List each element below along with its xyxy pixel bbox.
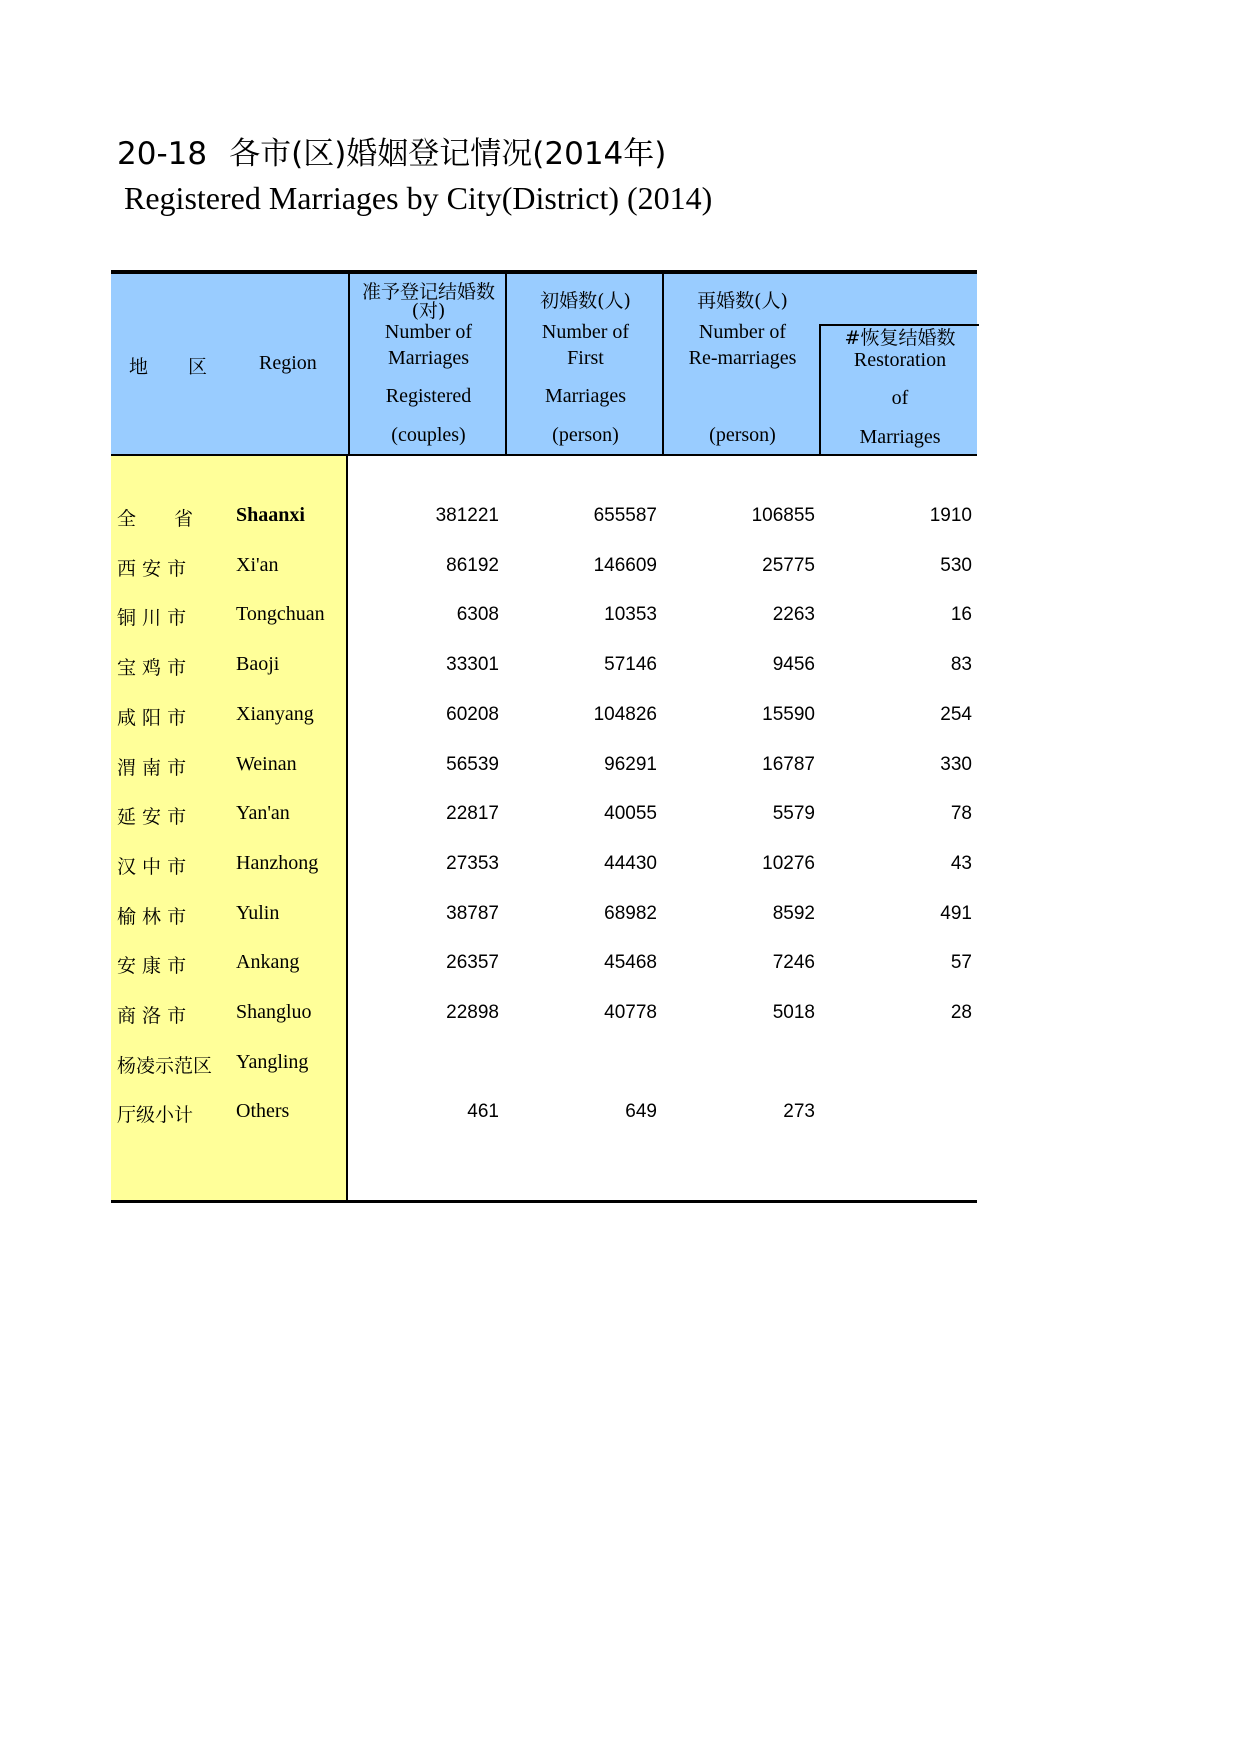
remarriages-value: 9456	[772, 654, 815, 676]
header-remarriages-cn: 再婚数(人)	[697, 290, 788, 312]
first-marriages-value: 96291	[604, 753, 657, 775]
header-remarriages-unit: (person)	[709, 424, 776, 446]
header-remarriages	[662, 274, 821, 454]
header-restoration-en-2: of	[891, 387, 909, 409]
first-marriages-value: 104826	[593, 703, 657, 725]
table-row	[111, 689, 977, 739]
region-cn: 厅级小计	[117, 1104, 194, 1127]
header-remarriages-en-1: Number of	[698, 321, 787, 343]
region-cn: 全 省	[117, 508, 194, 530]
region-cn: 榆 林 市	[117, 905, 187, 928]
region-en: Baoji	[236, 653, 280, 676]
table-row	[111, 639, 977, 689]
title-cn-text: 各市(区)婚姻登记情况(2014年)	[229, 136, 667, 172]
registered-value: 22817	[446, 803, 499, 825]
header-restoration-en-1: Restoration	[853, 349, 947, 371]
region-cn: 咸 阳 市	[117, 706, 187, 729]
region-en: Hanzhong	[236, 851, 319, 874]
table-header	[111, 274, 977, 456]
header-first-cn: 初婚数(人)	[540, 290, 631, 312]
registered-value: 60208	[446, 703, 499, 725]
remarriages-value: 2263	[772, 604, 815, 626]
page-title-cn	[117, 128, 666, 173]
region-cn: 西 安 市	[117, 557, 187, 580]
header-first-unit: (person)	[552, 424, 619, 446]
region-cn: 铜 川 市	[117, 607, 187, 630]
header-restoration-en-3: Marriages	[859, 426, 941, 448]
restoration-value: 43	[950, 852, 972, 874]
restoration-value: 57	[950, 952, 972, 974]
table-row	[111, 888, 977, 938]
header-restoration-cn: #恢复结婚数	[844, 327, 956, 349]
region-en: Ankang	[236, 951, 300, 974]
region-header-en: Region	[259, 352, 317, 374]
table-row	[111, 987, 977, 1037]
header-first-en-1: Number of	[541, 321, 630, 343]
restoration-value: 83	[950, 654, 972, 676]
table-row	[111, 937, 977, 987]
registered-value: 56539	[446, 753, 499, 775]
remarriages-value: 273	[783, 1101, 815, 1123]
table-row	[111, 788, 977, 838]
remarriages-value: 10276	[762, 852, 815, 874]
header-registered-unit: (couples)	[391, 424, 466, 446]
region-en: Yulin	[236, 901, 280, 924]
registered-value: 381221	[435, 505, 499, 526]
page-title-en: Registered Marriages by City(District) (2014)	[124, 180, 713, 216]
first-marriages-value: 40055	[604, 803, 657, 825]
region-cn: 汉 中 市	[117, 855, 187, 878]
table-row	[111, 589, 977, 639]
restoration-value: 28	[950, 1002, 972, 1023]
region-cn: 商 洛 市	[117, 1005, 187, 1027]
remarriages-value: 25775	[762, 554, 815, 576]
first-marriages-value: 146609	[593, 554, 657, 576]
first-marriages-value: 649	[625, 1101, 657, 1123]
remarriages-value: 5579	[772, 803, 815, 825]
header-registered	[348, 274, 507, 454]
restoration-value: 16	[950, 604, 972, 626]
registered-value: 33301	[446, 654, 499, 676]
first-marriages-value: 40778	[604, 1002, 657, 1023]
table-row	[111, 1037, 977, 1087]
header-registered-en-1: Number of	[384, 321, 473, 343]
header-remarriages-en-2: Re-marriages	[688, 347, 797, 369]
region-en: Xianyang	[236, 702, 314, 725]
table-body	[111, 456, 977, 1200]
registered-value: 6308	[456, 604, 499, 626]
registered-value: 38787	[446, 902, 499, 924]
region-cn: 渭 南 市	[117, 756, 187, 779]
restoration-value: 78	[950, 803, 972, 825]
region-en: Shangluo	[236, 1001, 312, 1023]
restoration-value: 254	[940, 703, 972, 725]
region-header-cn-1: 地	[129, 356, 151, 378]
restoration-value: 330	[940, 753, 972, 775]
region-en: Yangling	[236, 1050, 309, 1073]
first-marriages-value: 655587	[593, 505, 657, 526]
first-marriages-value: 45468	[604, 952, 657, 974]
region-header-cn-2: 区	[188, 356, 210, 378]
region-cn: 杨凌示范区	[117, 1054, 213, 1077]
table-row	[111, 838, 977, 888]
first-marriages-value: 57146	[604, 654, 657, 676]
registered-value: 27353	[446, 852, 499, 874]
registered-value: 461	[467, 1101, 499, 1123]
header-restoration	[819, 324, 979, 456]
region-cn: 延 安 市	[117, 806, 187, 829]
region-en: Shaanxi	[236, 504, 305, 526]
header-first-en-2: First	[567, 347, 604, 369]
registered-value: 22898	[446, 1002, 499, 1023]
registered-value: 26357	[446, 952, 499, 974]
region-header-cn	[129, 352, 209, 379]
first-marriages-value: 10353	[604, 604, 657, 626]
remarriages-value: 15590	[762, 703, 815, 725]
header-registered-cn-2: (对)	[411, 300, 446, 322]
remarriages-value: 106855	[751, 505, 815, 526]
table-number: 20-18	[117, 136, 208, 172]
first-marriages-value: 44430	[604, 852, 657, 874]
registered-value: 86192	[446, 554, 499, 576]
region-en: Yan'an	[236, 802, 290, 825]
remarriages-value: 8592	[772, 902, 815, 924]
table-row	[111, 490, 977, 540]
region-cn: 安 康 市	[117, 955, 187, 978]
remarriages-value: 5018	[772, 1002, 815, 1023]
table-row	[111, 540, 977, 590]
region-cn: 宝 鸡 市	[117, 657, 187, 680]
header-registered-en-3: Registered	[385, 385, 472, 407]
remarriages-value: 7246	[772, 952, 815, 974]
region-en: Xi'an	[236, 553, 279, 576]
bottom-rule	[111, 1200, 977, 1203]
header-first	[505, 274, 664, 454]
remarriages-value: 16787	[762, 753, 815, 775]
header-first-en-3: Marriages	[544, 385, 627, 407]
header-registered-cn-1: 准予登记结婚数	[361, 281, 495, 303]
restoration-value: 1910	[929, 505, 972, 526]
region-en: Tongchuan	[236, 603, 325, 626]
region-en: Weinan	[236, 752, 297, 775]
region-en: Others	[236, 1100, 290, 1123]
table-row	[111, 739, 977, 789]
restoration-value: 491	[940, 902, 972, 924]
first-marriages-value: 68982	[604, 902, 657, 924]
header-registered-en-2: Marriages	[387, 347, 470, 369]
table-row	[111, 1086, 977, 1136]
restoration-value: 530	[940, 554, 972, 576]
